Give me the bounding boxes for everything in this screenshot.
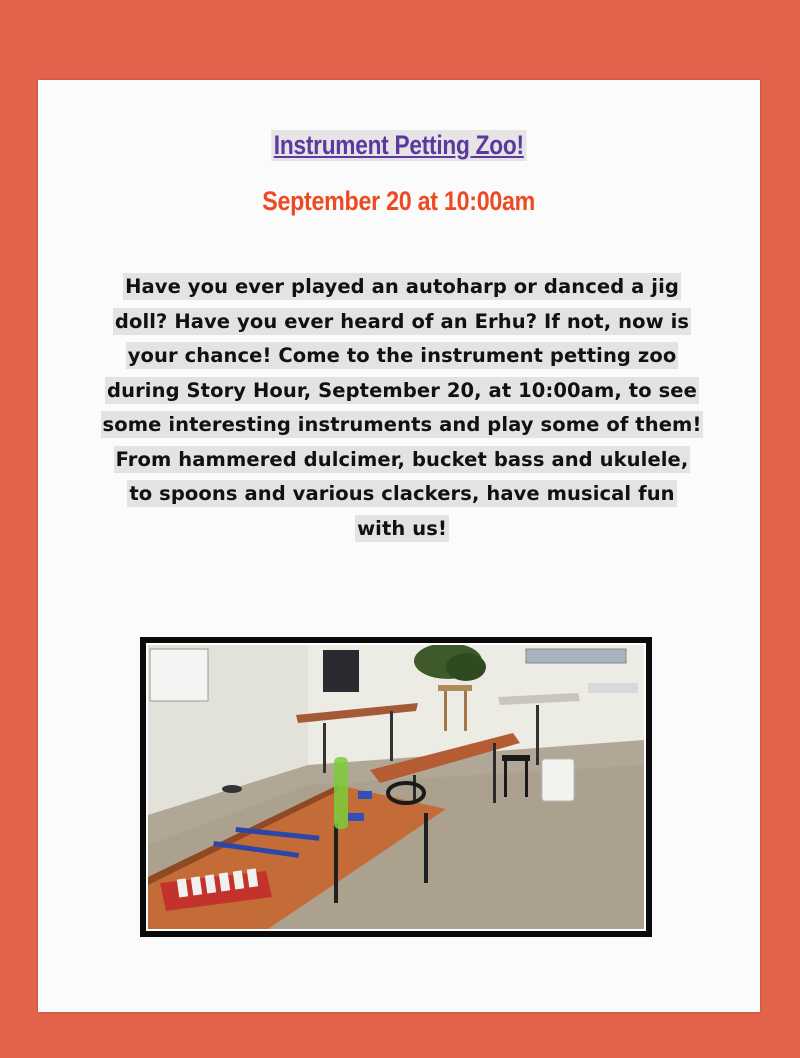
classroom-photo-frame bbox=[140, 637, 652, 937]
body-line: doll? Have you ever heard of an Erhu? If not, now is bbox=[114, 309, 690, 333]
body-line: to spoons and various clackers, have musical fun bbox=[129, 482, 675, 505]
body-line: From hammered dulcimer, bucket bass and ukulele, bbox=[115, 447, 689, 471]
classroom-photo bbox=[146, 643, 646, 931]
body-line: Have you ever played an autoharp or danced a jig bbox=[125, 275, 679, 298]
body-line: some interesting instruments and play some of them! bbox=[102, 413, 702, 436]
flyer-paper bbox=[38, 80, 760, 1012]
body-line: with us! bbox=[357, 516, 447, 540]
flyer-title-row bbox=[38, 130, 760, 161]
flyer-date: September 20 at 10:00am bbox=[262, 186, 536, 216]
flyer-body bbox=[82, 270, 722, 546]
body-line: your chance! Come to the instrument petting zoo bbox=[127, 344, 677, 367]
classroom-photo-illustration bbox=[148, 645, 644, 929]
flyer-title: Instrument Petting Zoo! bbox=[271, 130, 526, 161]
body-line: during Story Hour, September 20, at 10:00am, to see bbox=[107, 378, 697, 402]
flyer-date-row bbox=[38, 186, 760, 217]
